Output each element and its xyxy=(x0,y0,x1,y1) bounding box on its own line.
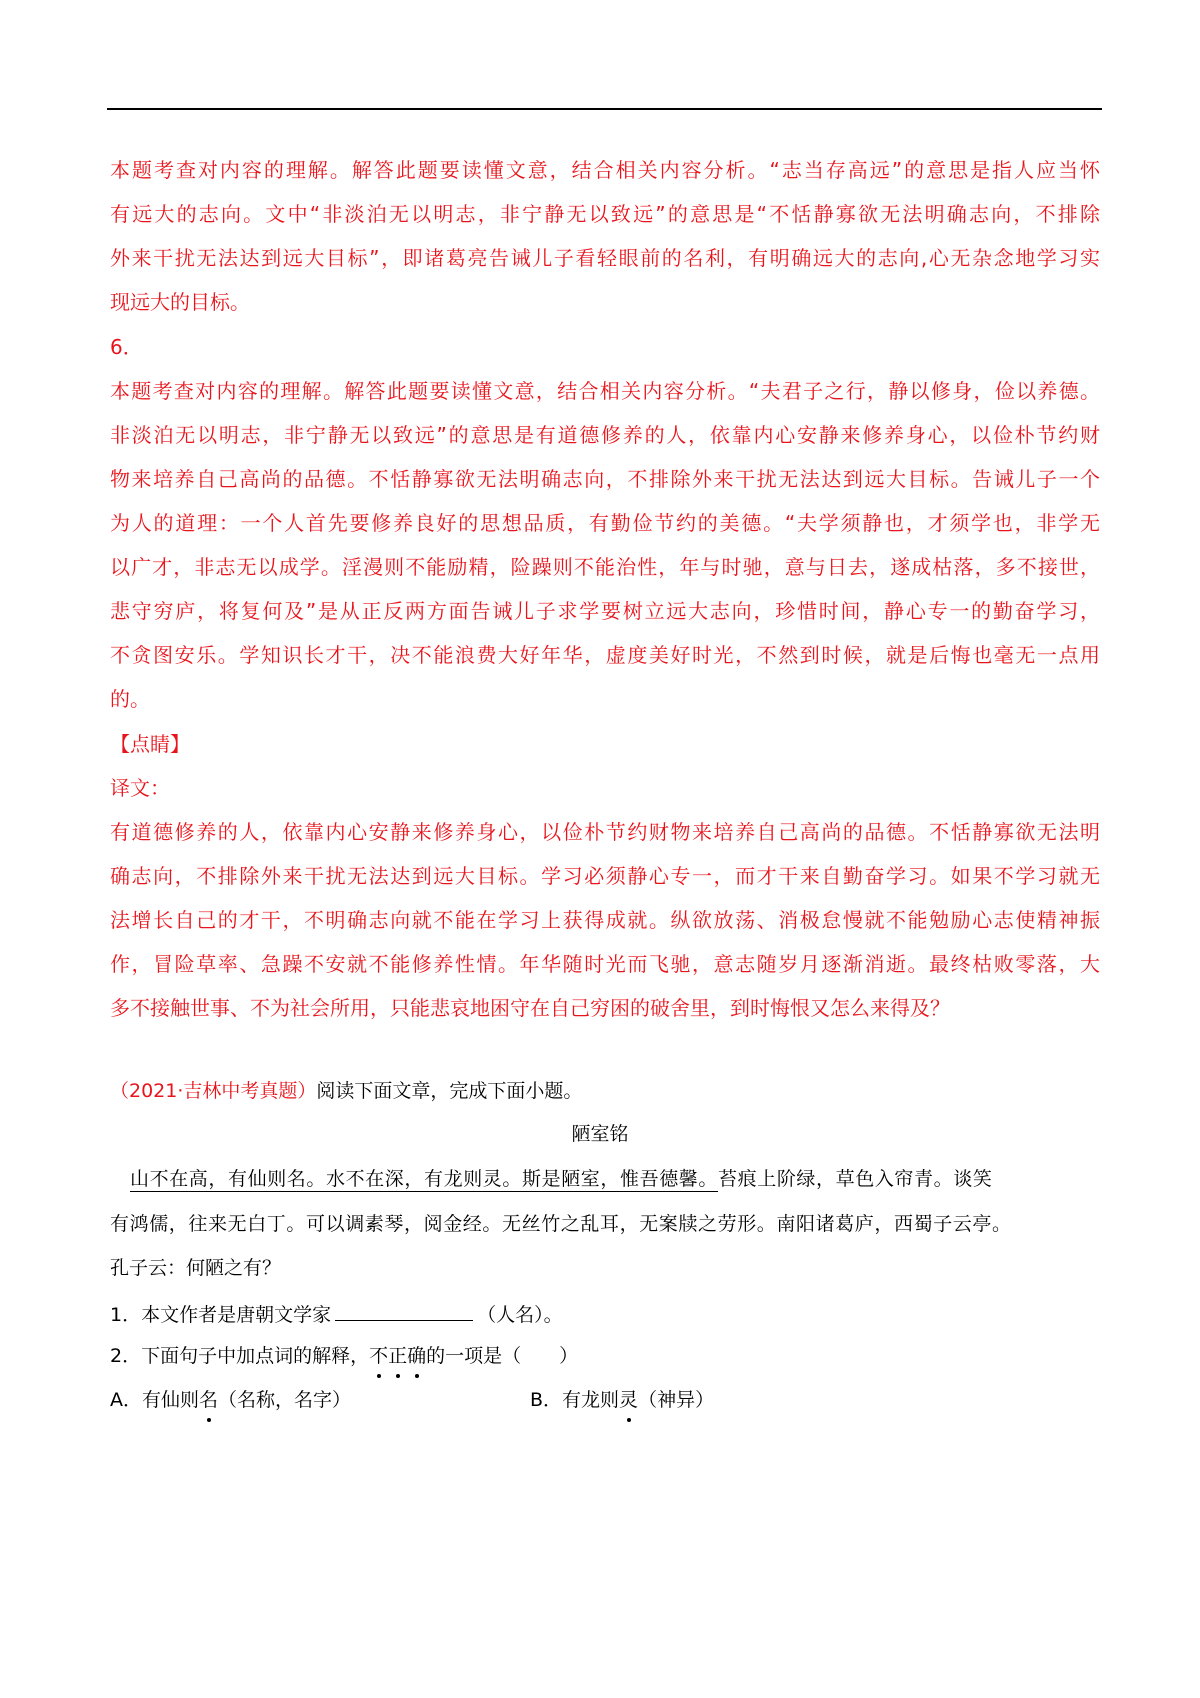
q1-suffix: （人名）。 xyxy=(477,1304,563,1326)
answer6-line-8: 的。 xyxy=(110,687,150,711)
option-b-text: B．有龙则 xyxy=(530,1389,620,1411)
question-header xyxy=(110,1078,582,1104)
answer6-line-5: 以广才，非志无以成学。淫漫则不能励精，险躁则不能治性，年与时驰，意与日去，遂成枯落，多不接世， xyxy=(110,555,1100,579)
question-instruction: 阅读下面文章，完成下面小题。 xyxy=(316,1080,583,1102)
translation-line-5: 多不接触世事、不为社会所用，只能悲哀地困守在自己穷困的破舍里，到时悔恨又怎么来得及？ xyxy=(110,996,950,1020)
option-a-dotted-char: 名 xyxy=(199,1389,219,1411)
translation-line-1: 有道德修养的人，依靠内心安静来修养身心，以俭朴节约财物来培养自己高尚的品德。不恬静寡欲无法明 xyxy=(110,820,1100,844)
q1-answer-blank[interactable] xyxy=(335,1300,473,1321)
option-b[interactable] xyxy=(530,1387,714,1413)
answer6-line-3: 物来培养自己高尚的品德。不恬静寡欲无法明确志向，不排除外来干扰无法达到远大目标。告诫儿子一个 xyxy=(110,467,1100,491)
q2-suffix: 的一项是（ ） xyxy=(426,1345,579,1367)
option-b-dotted-char: 灵 xyxy=(619,1389,639,1411)
passage-line-1 xyxy=(130,1166,992,1192)
question-2 xyxy=(110,1343,578,1369)
question-source: （2021·吉林中考真题） xyxy=(110,1080,317,1102)
answer5-line-4: 现远大的目标。 xyxy=(110,290,250,314)
dianjing-label: 【点睛】 xyxy=(110,732,190,756)
answer5-line-1: 本题考查对内容的理解。解答此题要读懂文意，结合相关内容分析。“志当存高远”的意思是指人应当怀 xyxy=(110,158,1100,182)
translation-line-3: 法增长自己的才干，不明确志向就不能在学习上获得成就。纵欲放荡、消极怠慢就不能勉励心志使精神振 xyxy=(110,908,1100,932)
option-a[interactable] xyxy=(110,1387,351,1413)
option-b-gloss: （神异） xyxy=(638,1389,715,1411)
answer6-line-2: 非淡泊无以明志，非宁静无以致远”的意思是有道德修养的人，依靠内心安静来修养身心，以俭朴节约财 xyxy=(110,423,1100,447)
translation-line-4: 作，冒险草率、急躁不安就不能修养性情。年华随时光而飞驰，意志随岁月逐渐消逝。最终枯败零落，大 xyxy=(110,952,1100,976)
option-a-text: A．有仙则 xyxy=(110,1389,199,1411)
answer6-line-6: 悲守穷庐，将复何及”是从正反两方面告诫儿子求学要树立远大志向，珍惜时间，静心专一的勤奋学习， xyxy=(110,599,1100,623)
dotted-char-2: 正 xyxy=(388,1345,408,1367)
dotted-char-1: 不 xyxy=(369,1345,389,1367)
top-divider xyxy=(107,108,1102,110)
question-1 xyxy=(110,1300,563,1328)
q1-text: 1．本文作者是唐朝文学家 xyxy=(110,1304,332,1326)
translation-line-2: 确志向，不排除外来干扰无法达到远大目标。学习必须静心专一，而才干来自勤奋学习。如果不学习就无 xyxy=(110,864,1100,888)
answer5-line-2: 有远大的志向。文中“非淡泊无以明志，非宁静无以致远”的意思是“不恬静寡欲无法明确志向，不排除 xyxy=(110,202,1100,226)
passage-title: 陋室铭 xyxy=(571,1123,629,1145)
passage-line-2: 有鸿儒，往来无白丁。可以调素琴，阅金经。无丝竹之乱耳，无案牍之劳形。南阳诸葛庐，西蜀子云亭。 xyxy=(110,1213,1012,1235)
answer6-number: 6． xyxy=(110,335,143,359)
passage-line-1-rest: 苔痕上阶绿，草色入帘青。谈笑 xyxy=(718,1168,993,1190)
answer6-line-4: 为人的道理：一个人首先要修养良好的思想品质，有勤俭节约的美德。“夫学须静也，才须学也，非学无 xyxy=(110,511,1100,535)
option-a-gloss: （名称，名字） xyxy=(218,1389,352,1411)
answer5-line-3: 外来干扰无法达到远大目标”，即诸葛亮告诫儿子看轻眼前的名利，有明确远大的志向,心无杂念地学习实 xyxy=(110,246,1100,270)
q2-text: 2．下面句子中加点词的解释， xyxy=(110,1345,370,1367)
answer6-line-7: 不贪图安乐。学知识长才干，决不能浪费大好年华，虚度美好时光，不然到时候，就是后悔也毫无一点用 xyxy=(110,643,1100,667)
answer6-line-1: 本题考查对内容的理解。解答此题要读懂文意，结合相关内容分析。“夫君子之行，静以修身，俭以养德。 xyxy=(110,379,1100,403)
translation-label: 译文： xyxy=(110,776,170,800)
underlined-passage: 山不在高，有仙则名。水不在深，有龙则灵。斯是陋室，惟吾德馨。 xyxy=(130,1168,719,1190)
passage-line-3: 孔子云：何陋之有？ xyxy=(110,1257,282,1279)
dotted-char-3: 确 xyxy=(407,1345,427,1367)
